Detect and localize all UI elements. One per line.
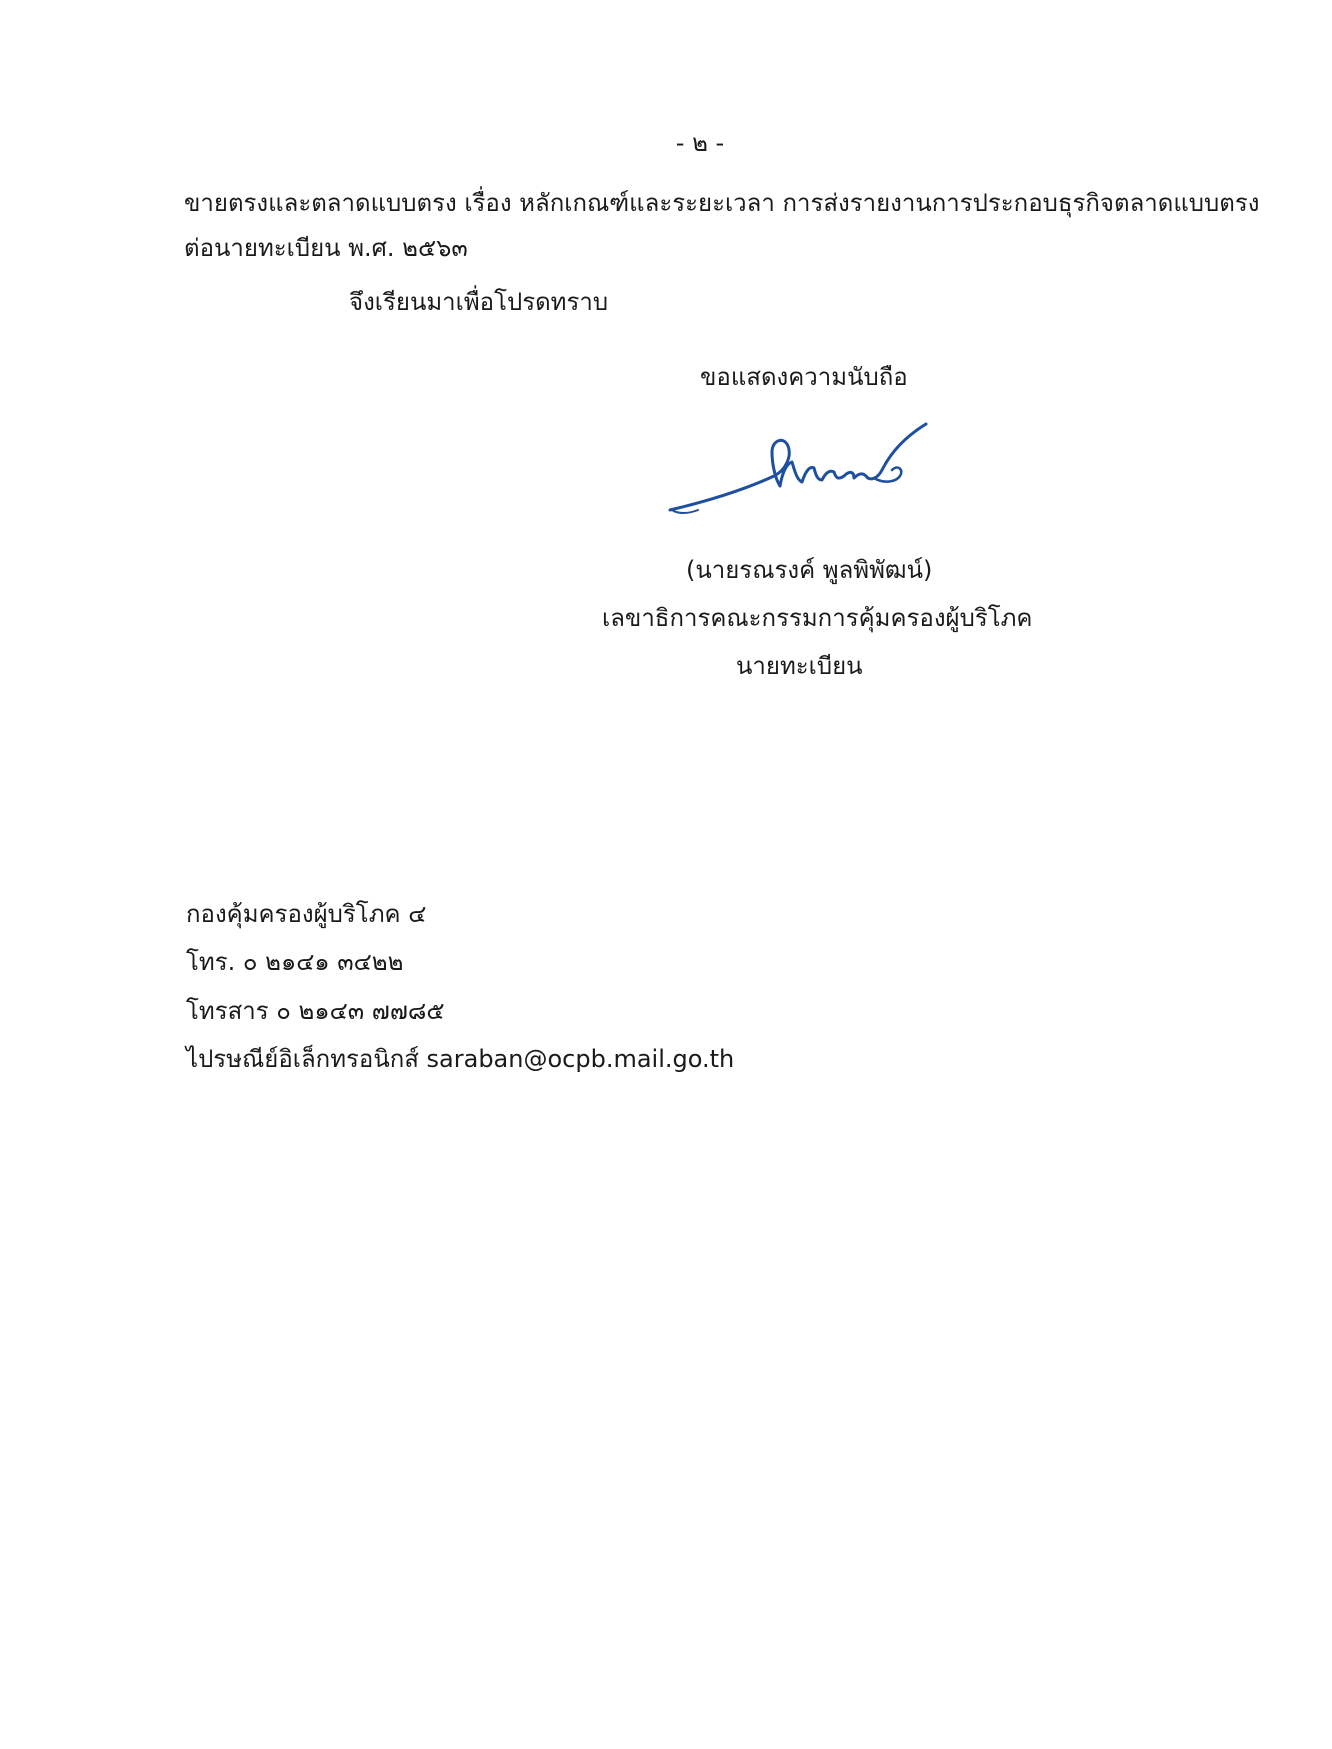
- contact-phone: โทร. ๐ ๒๑๔๑ ๓๔๒๒: [186, 948, 404, 976]
- contact-department: กองคุ้มครองผู้บริโภค ๔: [186, 900, 427, 928]
- signature-underline: [672, 510, 698, 513]
- contact-fax: โทรสาร ๐ ๒๑๔๓ ๗๗๘๕: [186, 997, 445, 1025]
- body-text-line-2: ต่อนายทะเบียน พ.ศ. ๒๕๖๓: [184, 234, 468, 262]
- closing-phrase: จึงเรียนมาเพื่อโปรดทราบ: [349, 288, 609, 316]
- handwritten-signature: [664, 418, 944, 528]
- signature-stroke: [670, 424, 926, 510]
- contact-email: ไปรษณีย์อิเล็กทรอนิกส์ saraban@ocpb.mail.go.th: [186, 1045, 735, 1073]
- body-text-line-1: ขายตรงและตลาดแบบตรง เรื่อง หลักเกณฑ์และระยะเวลา การส่งรายงานการประกอบธุรกิจตลาดแบบตรง: [184, 189, 1260, 217]
- signer-position: เลขาธิการคณะกรรมการคุ้มครองผู้บริโภค: [602, 604, 1033, 632]
- page-number: - ๒ -: [675, 129, 725, 157]
- signer-name: (นายรณรงค์ พูลพิพัฒน์): [686, 556, 933, 584]
- salutation: ขอแสดงความนับถือ: [700, 363, 908, 391]
- signer-role: นายทะเบียน: [736, 652, 863, 680]
